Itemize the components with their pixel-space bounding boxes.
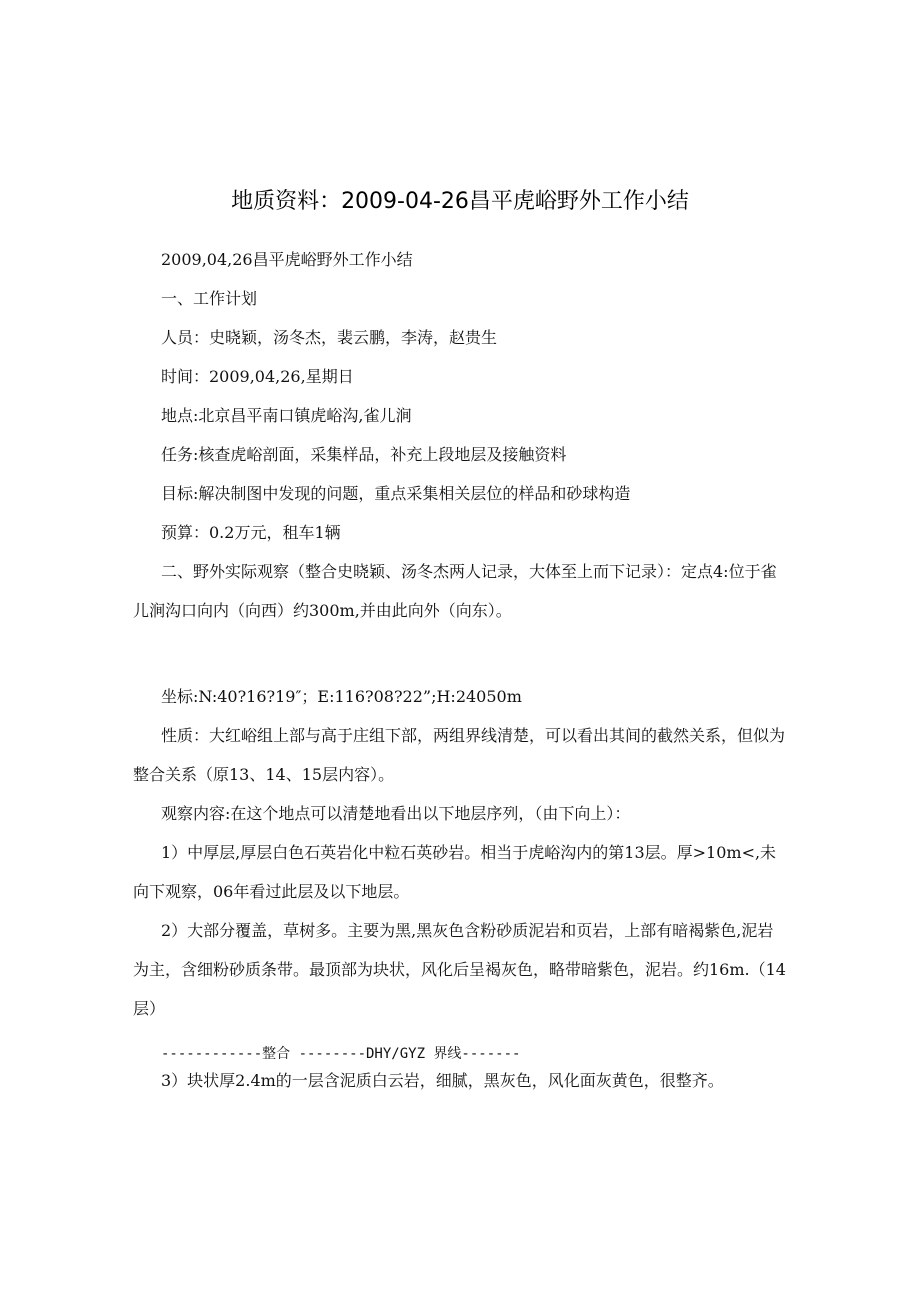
personnel-line: 人员：史晓颖，汤冬杰，裴云鹏，李涛，赵贵生 bbox=[161, 328, 498, 347]
observation-line: 观察内容:在这个地点可以清楚地看出以下地层序列，（由下向上）： bbox=[161, 804, 631, 823]
nature-paragraph: 性质：大红峪组上部与高于庄组下部，两组界线清楚，可以看出其间的截然关系，但似为整合关系（原13、14、15层内容）。 bbox=[133, 726, 786, 784]
section-field-observation: 二、野外实际观察（整合史晓颖、汤冬杰两人记录，大体至上而下记录）：定点4:位于雀儿涧沟口向内（向西）约300m,并由此向外（向东）。 bbox=[133, 562, 777, 620]
document-title: 地质资料：2009-04-26昌平虎峪野外工作小结 bbox=[231, 189, 689, 214]
layer-3-paragraph: 3）块状厚2.4m的一层含泥质白云岩，细腻，黑灰色，风化面灰黄色，很整齐。 bbox=[161, 1071, 724, 1090]
layer-1-paragraph: 1）中厚层,厚层白色石英岩化中粒石英砂岩。相当于虎峪沟内的第13层。厚>10m<,未向下观察，06年看过此层及以下地层。 bbox=[133, 843, 777, 901]
subtitle-line: 2009,04,26昌平虎峪野外工作小结 bbox=[161, 250, 413, 269]
budget-line: 预算：0.2万元，租车1辆 bbox=[161, 523, 341, 542]
layer-2-paragraph: 2）大部分覆盖，草树多。主要为黑,黑灰色含粉砂质泥岩和页岩，上部有暗褐紫色,泥岩为主，含细粉砂质条带。最顶部为块状，风化后呈褐灰色，略带暗紫色，泥岩。约16m.（14层） bbox=[133, 921, 786, 1018]
coordinates-line: 坐标:N:40?16?19″；E:116?08?22”;H:24050m bbox=[161, 687, 522, 706]
section-heading-plan: 一、工作计划 bbox=[161, 289, 258, 308]
task-line: 任务:核查虎峪剖面，采集样品，补充上段地层及接触资料 bbox=[161, 445, 567, 464]
goal-line: 目标:解决制图中发现的问题，重点采集相关层位的样品和砂球构造 bbox=[161, 484, 631, 503]
boundary-divider-line: ------------整合 --------DHY/GYZ 界线------- bbox=[161, 1046, 521, 1062]
time-line: 时间：2009,04,26,星期日 bbox=[161, 367, 354, 386]
location-line: 地点:北京昌平南口镇虎峪沟,雀儿涧 bbox=[161, 406, 412, 425]
